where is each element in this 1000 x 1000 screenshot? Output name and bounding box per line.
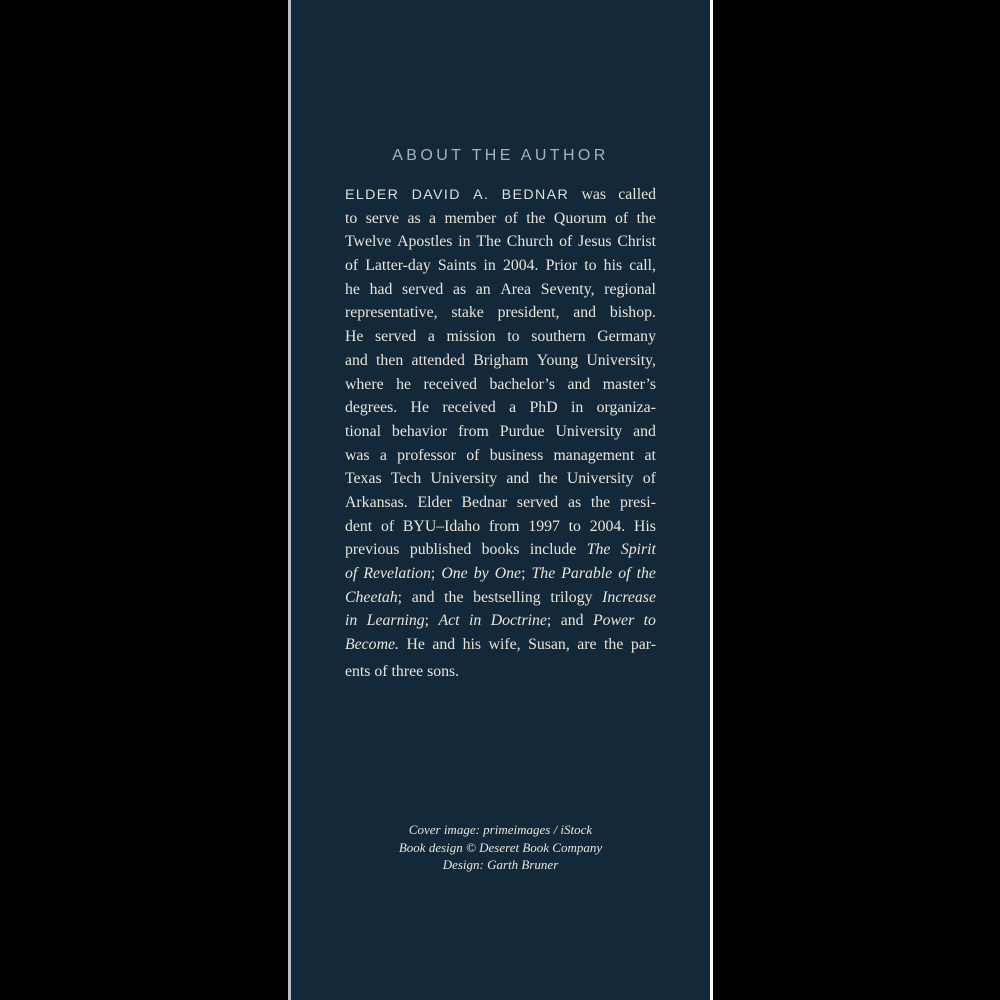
- credit-designer: Design: Garth Bruner: [442, 857, 559, 873]
- bio-line: representative, stake president, and bishop.: [345, 304, 656, 322]
- bio-line: ents of three sons.: [345, 662, 460, 680]
- bio-line: Cheetah; and the bestselling trilogy Increase: [345, 588, 656, 606]
- bio-line: dent of BYU–Idaho from 1997 to 2004. His: [345, 517, 656, 535]
- author-bio-paragraph: [345, 186, 656, 683]
- bio-line: and then attended Brigham Young University,: [345, 351, 656, 369]
- credits-block: [291, 821, 710, 874]
- about-the-author-heading: ABOUT THE AUTHOR: [392, 147, 609, 164]
- bio-line: tional behavior from Purdue University and: [345, 422, 656, 440]
- bio-line: of Latter-day Saints in 2004. Prior to his call,: [345, 257, 656, 275]
- book-flap-panel: [288, 0, 713, 1000]
- bio-line: Arkansas. Elder Bednar served as the presi-: [345, 493, 656, 511]
- bio-line: Texas Tech University and the University of: [345, 470, 656, 488]
- bio-line: Twelve Apostles in The Church of Jesus Christ: [345, 233, 656, 251]
- bio-line: was a professor of business management at: [345, 446, 656, 464]
- bio-line: he had served as an Area Seventy, regional: [345, 280, 656, 298]
- bio-line: in Learning; Act in Doctrine; and Power to: [345, 612, 656, 630]
- bio-line: Become. He and his wife, Susan, are the par-: [345, 636, 656, 654]
- bio-line: of Revelation; One by One; The Parable of the: [345, 565, 656, 582]
- bio-line: where he received bachelor’s and master’s: [345, 375, 656, 393]
- bio-line: He served a mission to southern Germany: [345, 328, 656, 346]
- bio-line: previous published books include The Spirit: [345, 541, 656, 559]
- bio-line: degrees. He received a PhD in organiza-: [345, 399, 656, 417]
- credit-cover-image: Cover image: primeimages / iStock: [408, 822, 593, 837]
- credit-book-design: Book design © Deseret Book Company: [398, 839, 603, 855]
- bio-line: ELDER DAVID A. BEDNAR was called: [345, 186, 656, 203]
- bio-line: to serve as a member of the Quorum of the: [345, 209, 656, 227]
